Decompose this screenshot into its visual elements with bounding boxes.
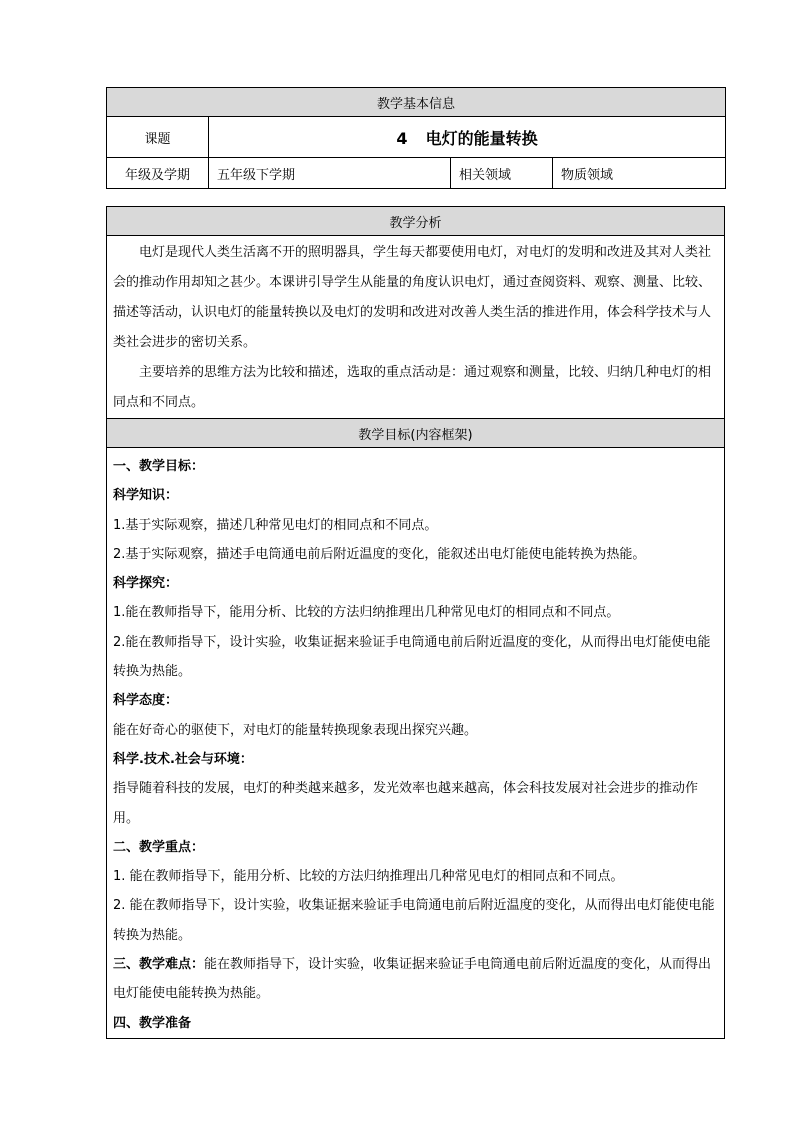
difficulty-label: 三、教学难点： <box>113 957 205 973</box>
basic-info-table <box>106 87 726 189</box>
difficulty-line <box>113 950 718 1009</box>
analysis-goals-table <box>106 206 725 1039</box>
analysis-header: 教学分析 <box>107 207 725 236</box>
goals-header: 教学目标(内容框架) <box>107 419 725 448</box>
goals-line: 二、教学重点： <box>113 839 205 855</box>
topic-label: 课题 <box>107 117 209 158</box>
field-label: 相关领域 <box>451 158 553 189</box>
analysis-content <box>107 236 725 419</box>
basic-info-header: 教学基本信息 <box>107 88 726 117</box>
goals-line: 科学探究： <box>113 576 179 592</box>
lesson-title: 电灯的能量转换 <box>425 128 538 148</box>
goals-content <box>107 448 725 1039</box>
difficulty-text: 能在教师指导下，设计实验，收集证据来验证手电筒通电前后附近温度的变化，从而得出电灯能使电能转换为热能。 <box>113 957 712 1002</box>
goals-line: 能在好奇心的驱使下，对电灯的能量转换现象表现出探究兴趣。 <box>113 722 478 738</box>
preparation-label: 四、教学准备 <box>113 1015 192 1031</box>
analysis-paragraph: 电灯是现代人类生活离不开的照明器具，学生每天都要使用电灯，对电灯的发明和改进及其对人类社会的推动作用却知之甚少。本课讲引导学生从能量的角度认识电灯，通过查阅资料、观察、测量、比较、描述等活动，认识电灯的能量转换以及电灯的发明和改进对改善人类生活的推进作用，体会科学技术与人类社会进步的密切关系。 <box>113 245 712 350</box>
lesson-number: 4 <box>396 128 408 148</box>
grade-value: 五年级下学期 <box>209 158 451 189</box>
field-value: 物质领域 <box>553 158 726 189</box>
goals-line: 2. 能在教师指导下，设计实验，收集证据来验证手电筒通电前后附近温度的变化，从而得出电灯能使电能转换为热能。 <box>113 898 715 943</box>
lesson-title-cell <box>209 117 726 158</box>
goals-line: 2.能在教师指导下，设计实验，收集证据来验证手电筒通电前后附近温度的变化，从而得出电灯能使电能转换为热能。 <box>113 634 711 680</box>
goals-line: 2.基于实际观察，描述手电筒通电前后附近温度的变化，能叙述出电灯能使电能转换为热能。 <box>113 546 646 562</box>
analysis-paragraph: 主要培养的思维方法为比较和描述，选取的重点活动是：通过观察和测量，比较、归纳几种电灯的相同点和不同点。 <box>113 365 712 410</box>
goals-line: 科学.技术.社会与环境： <box>113 751 253 767</box>
goals-line: 科学知识： <box>113 488 179 504</box>
goals-line: 1.基于实际观察，描述几种常见电灯的相同点和不同点。 <box>113 517 438 533</box>
goals-line: 1. 能在教师指导下，能用分析、比较的方法归纳推理出几种常见电灯的相同点和不同点。 <box>113 869 624 885</box>
goals-line: 指导随着科技的发展，电灯的种类越来越多，发光效率也越来越高，体会科技发展对社会进步的推动作用。 <box>113 781 699 826</box>
goals-line: 科学态度： <box>113 693 179 709</box>
goals-line: 1.能在教师指导下，能用分析、比较的方法归纳推理出几种常见电灯的相同点和不同点。 <box>113 605 620 621</box>
grade-label: 年级及学期 <box>107 158 209 189</box>
goals-line: 一、教学目标： <box>113 459 205 474</box>
